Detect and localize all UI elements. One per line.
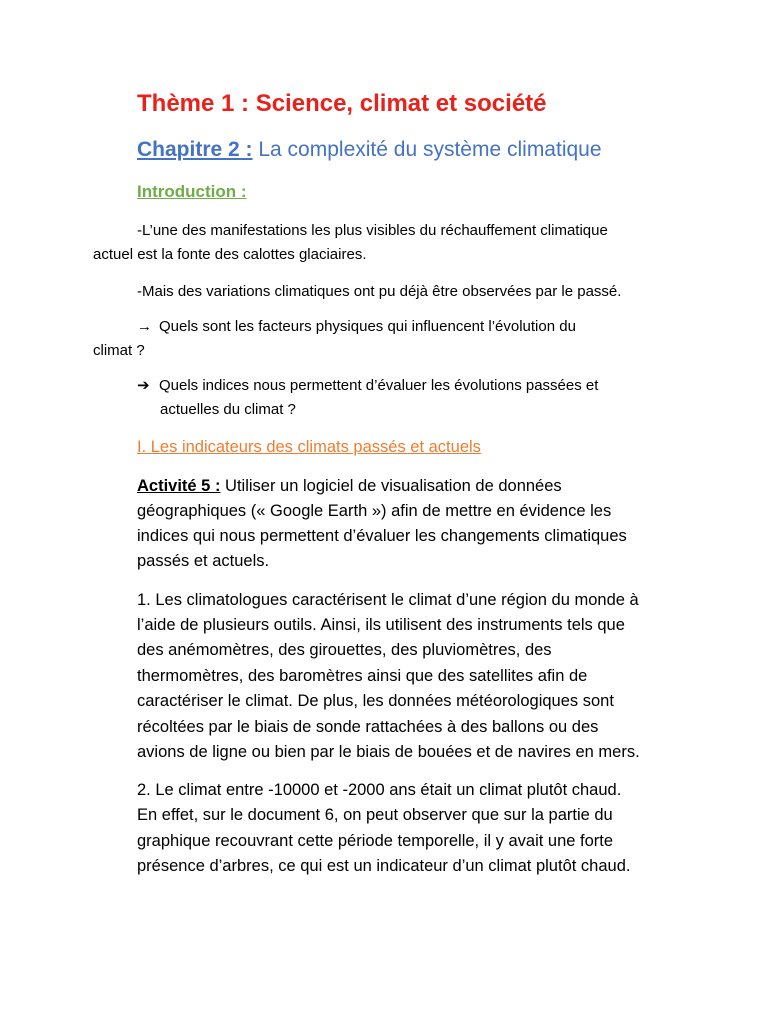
answer1-line: récoltées par le biais de sonde rattachées à des ballons ou des: [137, 718, 599, 736]
question-2-line1: [137, 378, 598, 393]
intro-para1-line2: actuel est la fonte des calottes glaciaires.: [93, 246, 367, 263]
theme-title: Thème 1 : Science, climat et société: [137, 90, 547, 117]
answer1-line: des anémomètres, des girouettes, des pluviomètres, des: [137, 641, 552, 659]
chapter-title: La complexité du système climatique: [252, 138, 602, 161]
activity-line3: indices qui nous permettent d’évaluer les changements climatiques: [137, 527, 627, 545]
chapter-heading: [137, 139, 602, 160]
activity-text: Utiliser un logiciel de visualisation de données: [220, 477, 562, 495]
question-1-line2: climat ?: [93, 342, 145, 359]
activity-line4: passés et actuels.: [137, 552, 270, 570]
section-1-title: I. Les indicateurs des climats passés et actuels: [137, 438, 481, 456]
answer2-line: 2. Le climat entre -10000 et -2000 ans était un climat plutôt chaud.: [137, 781, 622, 799]
answer2-line: présence d’arbres, ce qui est un indicateur d’un climat plutôt chaud.: [137, 857, 631, 875]
answer1-line: caractériser le climat. De plus, les données météorologiques sont: [137, 692, 614, 710]
activity-line2: géographiques (« Google Earth ») afin de mettre en évidence les: [137, 502, 612, 520]
question-1-text: Quels sont les facteurs physiques qui influencent l’évolution du: [159, 318, 576, 335]
answer1-line: l’aide de plusieurs outils. Ainsi, ils utilisent des instruments tels que: [137, 616, 625, 634]
answer2-line: graphique recouvrant cette période temporelle, il y avait une forte: [137, 832, 614, 850]
answer1-line: thermomètres, des baromètres ainsi que des satellites afin de: [137, 667, 588, 685]
bold-arrow-right-icon: ➔: [137, 377, 150, 394]
activity-line1: [137, 478, 562, 495]
introduction-heading: Introduction :: [137, 182, 247, 201]
answer1-line: avions de ligne ou bien par le biais de bouées et de navires en mers.: [137, 743, 640, 761]
question-2-line2: actuelles du climat ?: [160, 401, 296, 418]
intro-para1-line1: -L’une des manifestations les plus visibles du réchauffement climatique: [137, 222, 608, 239]
intro-para2: -Mais des variations climatiques ont pu déjà être observées par le passé.: [137, 283, 622, 300]
arrow-right-icon: →: [137, 318, 152, 335]
answer2-line: En effet, sur le document 6, on peut observer que sur la partie du: [137, 806, 613, 824]
question-1-line1: [137, 319, 576, 334]
question-2-text: Quels indices nous permettent d’évaluer les évolutions passées et: [159, 377, 599, 394]
answer1-line: 1. Les climatologues caractérisent le climat d’une région du monde à: [137, 591, 639, 609]
activity-label: Activité 5 :: [137, 477, 221, 495]
chapter-label: Chapitre 2 :: [137, 138, 253, 161]
